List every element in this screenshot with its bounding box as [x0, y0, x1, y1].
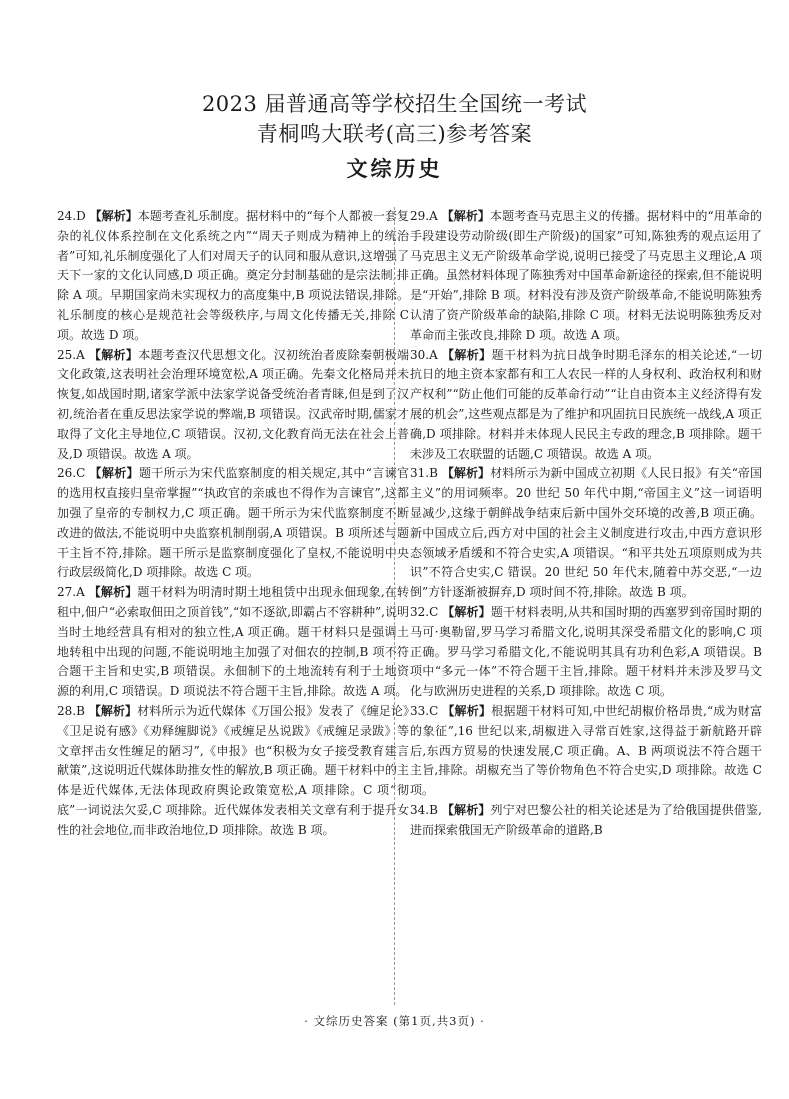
answer-text: 本题考查马克思主义的传播。据材料中的“用革命的手段建设劳动阶级(即生产阶级)的国家”可知,陈独秀的观点运用了马克思主义无产阶级革命学说,说明已接受了马克思主义理论,A 项正确。虽然材料体现了陈独秀对中国革命新途径的探索,但不能说明是“开始”,排除 B 项。材料没有涉及资产阶级革命,不能说明陈独秀认清了资产阶级革命的缺陷,排除 C 项。材料无法说明陈独秀反对革命而主张改良,排除 D 项。故选 A 项。	[410, 209, 762, 342]
analysis-tag: 【解析】	[88, 347, 139, 362]
column-divider	[394, 207, 395, 1005]
answer-text: 材料所示为近代媒体《万国公报》发表了《缠足论》《卫足说有感》《劝释缠脚说》《戒缠足丛说跋》《戒缠足录跋》等文章抨击女性缠足的陋习”,《申报》也“积极为女子接受教育建言献策”,这说明近代媒体助推女性的解放,B 项正确。题干材料中的主体是近代媒体,无法体现政府舆论政策宽松,A 项排除。C 项“彻底”一词说法欠妥,C 项排除。近代媒体发表相关文章有利于提升女性的社会地位,而非政治地位,D 项排除。故选 B 项。	[57, 703, 409, 837]
answer-number: 25.A	[57, 347, 85, 362]
analysis-tag: 【解析】	[88, 703, 138, 718]
answer-text: 题干材料为明清时期土地租赁中出现永佃现象,在转租中,佃户“必索取佃田之顶首钱”,“如不逐欲,即霸占不容耕种”,说明当时土地经营具有相对的独立性,A 项正确。题干材料只是强调土地转租中出现的问题,不能说明地主加强了对佃农的控制,B 项不符合题干主旨和史实,B 项错误。永佃制下的土地流转有利于土地资源的利用,C 项错误。D 项说法不符合题干主旨,排除。故选 A 项。	[57, 585, 409, 699]
answer-item	[57, 346, 409, 465]
answer-number: 26.C	[57, 466, 86, 481]
left-column	[57, 207, 409, 841]
answer-text: 题干材料表明,从共和国时期的西塞罗到帝国时期的马可·奥勒留,罗马学习希腊文化,说明其深受希腊文化的影响,C 项正确。罗马学习希腊文化,不能说明其具有功利色彩,A 项错误。B 项中“多元一体”不符合题干主旨,排除。题干材料并未涉及罗马文化与欧洲历史进程的关系,D 项排除。故选 C 项。	[410, 604, 762, 699]
answer-text: 本题考查礼乐制度。据材料中的“每个人都被一套复杂的礼仪体系控制在文化系统之内”“周天子则成为精神上的统治者”可知,礼乐制度强化了人们对周天子的认同和服从意识,这增强了天下一家的文化认同感,D 项正确。奠定分封制基础的是宗法制,排除 A 项。早期国家尚未实现权力的高度集中,B 项说法错误,排除。礼乐制度的核心是规范社会等级秩序,与周文化传播无关,排除 C 项。故选 D 项。	[57, 209, 409, 342]
analysis-tag: 【解析】	[441, 347, 492, 362]
answer-item	[57, 583, 409, 702]
answer-text: 材料所示为新中国成立初期《人民日报》有关“帝国主义”的用词频率。20 世纪 50 年代中期,“帝国主义”这一词语明显减少,这缘于朝鲜战争结束后新中国外交环境的改善,B 项正确。新中国成立后,西方对中国的社会主义制度进行攻击,中西方意识形态领域矛盾缓和不符合史实,A 项错误。“和平共处五项原则成为共识”不符合史实,C 错误。20 世纪 50 年代末,随着中苏交恶,“一边倒”方针逐渐被摒弃,D 项时间不符,排除。故选 B 项。	[410, 466, 762, 600]
answer-text: 题干材料为抗日战争时期毛泽东的相关论述,“一切抗日的地主资本家都有和工人农民一样的人身权利、政治权利和财产权利”“防止他们可能的反革命行动”“让自由资本主义经济得有发展的机会”,这些观点都是为了维护和巩固抗日民族统一战线,A 项正确,D 项排除。材料并未体现人民民主专政的理念,B 项排除。题干未涉及工农联盟的话题,C 项错误。故选 A 项。	[410, 347, 762, 461]
answer-number: 28.B	[57, 703, 85, 718]
answer-text: 题干所示为宋代监察制度的相关规定,其中“言谏官的选用权直接归皇帝掌握”“执政官的亲戚也不得作为言谏官”,这都加强了皇帝的专制权力,C 项正确。题干所示为宋代监察制度不断改进的做法,不能说明中央监察机制削弱,A 项错误。B 项所述与题干主旨不符,排除。题干所示是监察制度强化了皇权,不能说明中央行政层级简化,D 项排除。故选 C 项。	[57, 466, 409, 580]
exam-subtitle: 青桐鸣大联考(高三)参考答案	[256, 122, 533, 146]
page-footer: · 文综历史答案 (第1页,共3页) ·	[304, 1014, 485, 1028]
exam-title: 2023 届普通高等学校招生全国统一考试	[201, 92, 588, 116]
analysis-tag: 【解析】	[441, 466, 491, 481]
answer-number: 27.A	[57, 585, 85, 600]
answer-number: 24.D	[57, 209, 86, 223]
answer-text: 本题考查汉代思想文化。汉初统治者废除秦朝极端文化政策,这表明社会治理环境宽松,A 项正确。先秦文化格局并未恢复,如战国时期,诸家学派中法家学说备受统治者青睐,但是到了汉初,统治者在重反思法家学说的弊端,B 项错误。汉武帝时期,儒家才取得了文化主导地位,C 项错误。汉初,文化教育尚无法在社会上普及,D 项错误。故选 A 项。	[57, 347, 409, 461]
answer-item	[57, 207, 409, 346]
answer-text: 列宁对巴黎公社的相关论述是为了给俄国提供借鉴,进而探索俄国无产阶级革命的道路,B	[410, 802, 762, 837]
answer-number: 30.A	[410, 347, 438, 362]
answer-item	[410, 801, 762, 841]
answer-number: 34.B	[410, 802, 438, 817]
analysis-tag: 【解析】	[89, 466, 139, 481]
analysis-tag: 【解析】	[88, 585, 138, 600]
analysis-tag: 【解析】	[441, 802, 491, 817]
answer-text: 根据题干材料可知,中世纪胡椒价格昂贵,“成为财富的象征”,16 世纪以来,胡椒进入寻常百姓家,这得益于新航路开辟后,东西方贸易的快速发展,C 项正确。A、B 两项说法不符合题干主旨,排除。胡椒充当了等价物角色不符合史实,D 项排除。故选 C 项。	[410, 703, 762, 798]
analysis-tag: 【解析】	[89, 209, 138, 223]
answer-number: 32.C	[410, 604, 439, 619]
answer-item	[410, 346, 762, 465]
answer-number: 33.C	[410, 703, 439, 718]
answer-number: 31.B	[410, 466, 438, 481]
answer-item	[57, 702, 409, 841]
analysis-tag: 【解析】	[442, 703, 492, 718]
analysis-tag: 【解析】	[441, 209, 490, 223]
answer-item	[410, 464, 762, 603]
answer-number: 29.A	[410, 209, 438, 223]
answer-item	[57, 464, 409, 583]
right-column	[410, 207, 762, 841]
answer-item	[410, 603, 762, 702]
analysis-tag: 【解析】	[442, 604, 491, 619]
answer-item	[410, 207, 762, 346]
answer-item	[410, 702, 762, 801]
subject-title: 文综历史	[346, 157, 443, 181]
